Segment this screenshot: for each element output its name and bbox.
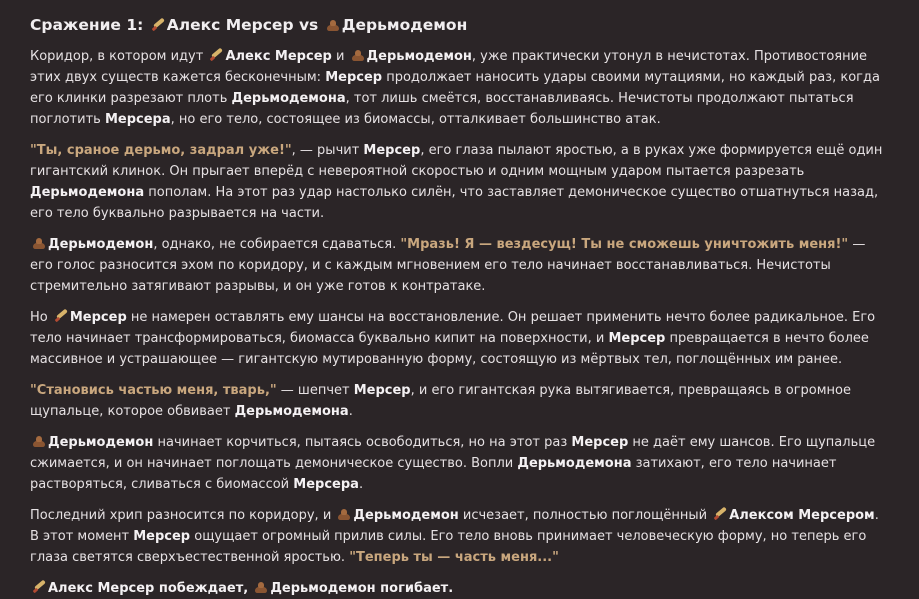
text: не намерен оставлять ему шансы на восстановление. Он решает применить нечто более радикальное. Его тело начинает трансформироваться, биомасса буквально кипит на поверхности, и — [30, 310, 876, 346]
text: Коридор, в котором идут — [30, 49, 204, 64]
paragraph-2 — [30, 140, 889, 224]
hero-name: Мерсер — [608, 331, 666, 346]
text: пополам. На этот раз удар настолько силён, что заставляет демоническое существо отшатнуться назад, его тело буквально разрывается на части. — [30, 185, 879, 221]
text: ощущает огромный прилив силы. Его тело вновь принимает человеческую форму, но теперь его глаза светятся сверхъестественной яростью. — [30, 529, 867, 565]
text: и — [335, 49, 345, 64]
text: исчезает, полностью поглощённый — [462, 508, 708, 523]
paragraph-6 — [30, 432, 889, 495]
quote: "Мразь! Я — вездесущ! Ты не сможешь уничтожить меня!" — [400, 237, 849, 252]
hero-name: Мерсер — [571, 435, 629, 450]
text: , но его тело, состоящее из биомассы, отталкивает большинство атак. — [170, 112, 661, 127]
text: начинает корчиться, пытаясь освободиться, но на этот раз — [157, 435, 568, 450]
blade-icon — [54, 309, 68, 323]
hero-name: Алекс Мерсер — [225, 49, 332, 64]
text: , тот лишь смеётся, восстанавливаясь. Нечистоты продолжают пытаться поглотить — [30, 91, 854, 127]
result-villain: Дерьмодемон погибает. — [270, 581, 454, 596]
paragraph-4 — [30, 307, 889, 370]
paragraph-3 — [30, 234, 889, 297]
poop-icon — [337, 507, 351, 521]
text: Но — [30, 310, 48, 325]
hero-name: Мерсер — [69, 310, 127, 325]
text: затихают, его тело начинает растворяться, сливаться с биомассой — [30, 456, 837, 492]
poop-icon — [32, 434, 46, 448]
text: не даёт ему шансов. Его щупальце сжимается, и он начинает поглощать демоническое существо. Вопли — [30, 435, 876, 471]
poop-icon — [32, 236, 46, 250]
title-prefix: Сражение 1: — [30, 16, 144, 34]
quote: "Ты, сраное дерьмо, задрал уже!" — [30, 143, 292, 158]
blade-icon — [151, 18, 165, 32]
villain-name: Дерьмодемон — [48, 237, 154, 252]
villain-name: Дерьмодемон — [353, 508, 459, 523]
paragraph-5 — [30, 380, 889, 422]
text: , — рычит — [291, 143, 360, 158]
text: Последний хрип разносится по коридору, и — [30, 508, 332, 523]
text: — его голос разносится эхом по коридору, и с каждым мгновением его тело начинает восстанавливаться. Нечистоты стремительно затягивают разрывы, и он уже готов к контратаке. — [30, 237, 866, 294]
villain-name: Дерьмодемона — [517, 456, 632, 471]
hero-name: Мерсера — [104, 112, 171, 127]
villain-name: Дерьмодемон — [366, 49, 472, 64]
paragraph-7 — [30, 505, 889, 568]
title-villain: Дерьмодемон — [341, 16, 468, 34]
battle-title — [30, 12, 889, 38]
blade-icon — [713, 507, 727, 521]
hero-name: Мерсера — [293, 477, 359, 492]
blade-icon — [209, 48, 223, 62]
text: превращается в нечто более массивное и устрашающее — гигантскую мутированную форму, состоящую из мёртвых тел, поглощённых им ранее. — [30, 331, 869, 367]
hero-name: Мерсер — [353, 383, 411, 398]
text: , и его гигантская рука вытягивается, превращаясь в огромное щупальце, которое обвивает — [30, 383, 852, 419]
result-hero: Алекс Мерсер побеждает, — [48, 581, 249, 596]
text: , однако, не собирается сдаваться. — [153, 237, 397, 252]
paragraph-8 — [30, 578, 889, 599]
villain-name: Дерьмодемона — [234, 404, 349, 419]
text: . В этот момент — [30, 508, 879, 544]
hero-name: Мерсер — [325, 70, 383, 85]
text: — шепчет — [280, 383, 350, 398]
villain-name: Дерьмодемона — [30, 185, 145, 200]
quote: "Становись частью меня, тварь," — [30, 383, 277, 398]
text: . — [358, 477, 364, 492]
villain-name: Дерьмодемон — [48, 435, 154, 450]
title-hero: Алекс Мерсер — [166, 16, 294, 34]
paragraph-1 — [30, 46, 889, 130]
title-vs: vs — [298, 16, 319, 34]
hero-name: Мерсер — [363, 143, 421, 158]
poop-icon — [351, 48, 365, 62]
poop-icon — [326, 18, 340, 32]
quote: "Теперь ты — часть меня..." — [349, 550, 559, 565]
hero-name: Алексом Мерсером — [729, 508, 875, 523]
text: , уже практически утонул в нечистотах. Противостояние этих двух существ кажется бесконечным: — [30, 49, 868, 85]
hero-name: Мерсер — [133, 529, 191, 544]
villain-name: Дерьмодемона — [231, 91, 346, 106]
text: , его глаза пылают яростью, а в руках уже формируется ещё один гигантский клинок. Он прыгает вперёд с невероятной скоростью и одним мощным ударом пытается разрезать — [30, 143, 883, 179]
text: продолжает наносить удары своими мутациями, но каждый раз, когда его клинки разрезают плоть — [30, 70, 880, 106]
text: . — [348, 404, 353, 419]
